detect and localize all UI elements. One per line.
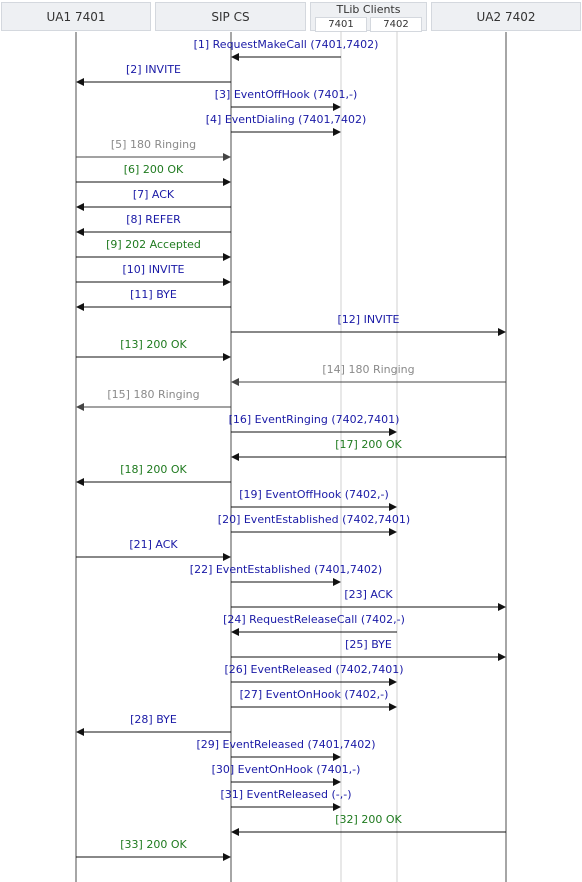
arrowhead-icon	[231, 453, 239, 461]
message-label: [2] INVITE	[126, 63, 181, 76]
message-label: [9] 202 Accepted	[106, 238, 201, 251]
message-label: [7] ACK	[132, 188, 175, 201]
message-1	[194, 38, 379, 61]
message-label: [6] 200 OK	[123, 163, 184, 176]
message-28	[76, 713, 231, 736]
arrowhead-icon	[498, 328, 506, 336]
arrowhead-icon	[223, 853, 231, 861]
arrowhead-icon	[223, 278, 231, 286]
message-label: [5] 180 Ringing	[110, 138, 197, 151]
message-16	[229, 413, 400, 436]
arrowhead-icon	[76, 78, 84, 86]
header-ua1-label: UA1 7401	[46, 10, 106, 24]
message-31	[220, 788, 351, 811]
message-label: [11] BYE	[130, 288, 177, 301]
message-label: [25] BYE	[345, 638, 392, 651]
message-8	[76, 213, 231, 236]
message-27	[231, 688, 397, 711]
message-12	[231, 313, 506, 336]
message-6	[76, 163, 231, 186]
message-label: [26] EventReleased (7402,7401)	[224, 663, 404, 676]
arrowhead-icon	[389, 703, 397, 711]
message-label: [1] RequestMakeCall (7401,7402)	[193, 38, 379, 51]
message-label: [27] EventOnHook (7402,-)	[239, 688, 389, 701]
message-26	[224, 663, 403, 686]
arrowhead-icon	[76, 478, 84, 486]
message-11	[76, 288, 231, 311]
message-label: [29] EventReleased (7401,7402)	[196, 738, 376, 751]
arrowhead-icon	[333, 578, 341, 586]
message-label: [19] EventOffHook (7402,-)	[239, 488, 389, 501]
message-label: [33] 200 OK	[120, 838, 187, 851]
message-label: [24] RequestReleaseCall (7402,-)	[223, 613, 405, 626]
arrowhead-icon	[76, 303, 84, 311]
arrowhead-icon	[223, 253, 231, 261]
message-25	[231, 638, 506, 661]
message-7	[76, 188, 231, 211]
arrowhead-icon	[333, 803, 341, 811]
message-label: [28] BYE	[130, 713, 177, 726]
message-label: [13] 200 OK	[120, 338, 187, 351]
arrowhead-icon	[389, 503, 397, 511]
arrowhead-icon	[498, 653, 506, 661]
message-9	[76, 238, 231, 261]
message-15	[76, 388, 231, 411]
arrowhead-icon	[76, 203, 84, 211]
header-tlib-7401-label: 7401	[328, 19, 354, 30]
message-list	[76, 38, 506, 861]
arrowhead-icon	[231, 828, 239, 836]
message-14	[231, 363, 506, 386]
arrowhead-icon	[389, 678, 397, 686]
message-20	[218, 513, 410, 536]
message-label: [21] ACK	[129, 538, 178, 551]
message-30	[212, 763, 361, 786]
message-label: [12] INVITE	[337, 313, 400, 326]
message-17	[231, 438, 506, 461]
arrowhead-icon	[333, 103, 341, 111]
message-label: [17] 200 OK	[335, 438, 402, 451]
message-label: [23] ACK	[344, 588, 393, 601]
header-tlib-clients-label: TLib Clients	[336, 3, 401, 16]
message-2	[76, 63, 231, 86]
message-label: [20] EventEstablished (7402,7401)	[217, 513, 411, 526]
message-23	[231, 588, 506, 611]
message-22	[190, 563, 382, 586]
arrowhead-icon	[76, 228, 84, 236]
message-19	[231, 488, 397, 511]
message-18	[76, 463, 231, 486]
message-label: [15] 180 Ringing	[107, 388, 200, 401]
message-32	[231, 813, 506, 836]
message-10	[76, 263, 231, 286]
arrowhead-icon	[333, 753, 341, 761]
message-label: [22] EventEstablished (7401,7402)	[189, 563, 383, 576]
arrowhead-icon	[223, 353, 231, 361]
message-21	[76, 538, 231, 561]
arrowhead-icon	[231, 378, 239, 386]
arrowhead-icon	[231, 53, 239, 61]
message-label: [18] 200 OK	[120, 463, 187, 476]
message-3	[215, 88, 357, 111]
arrowhead-icon	[333, 778, 341, 786]
arrowhead-icon	[223, 553, 231, 561]
message-label: [10] INVITE	[122, 263, 185, 276]
arrowhead-icon	[498, 603, 506, 611]
arrowhead-icon	[333, 128, 341, 136]
message-label: [16] EventRinging (7402,7401)	[228, 413, 400, 426]
arrowhead-icon	[223, 153, 231, 161]
header-tlib-7402-label: 7402	[383, 19, 409, 30]
header-ua2-label: UA2 7402	[476, 10, 536, 24]
message-33	[76, 838, 231, 861]
arrowhead-icon	[231, 628, 239, 636]
message-label: [31] EventReleased (-,-)	[220, 788, 352, 801]
header-sip-cs-label: SIP CS	[211, 10, 250, 24]
message-label: [8] REFER	[126, 213, 181, 226]
arrowhead-icon	[389, 528, 397, 536]
arrowhead-icon	[389, 428, 397, 436]
message-29	[196, 738, 375, 761]
message-4	[206, 113, 367, 136]
message-5	[76, 138, 231, 161]
message-label: [4] EventDialing (7401,7402)	[205, 113, 367, 126]
message-24	[223, 613, 405, 636]
arrowhead-icon	[223, 178, 231, 186]
message-label: [3] EventOffHook (7401,-)	[214, 88, 358, 101]
message-13	[76, 338, 231, 361]
message-label: [14] 180 Ringing	[322, 363, 415, 376]
arrowhead-icon	[76, 403, 84, 411]
message-label: [32] 200 OK	[335, 813, 402, 826]
arrowhead-icon	[76, 728, 84, 736]
message-label: [30] EventOnHook (7401,-)	[211, 763, 361, 776]
